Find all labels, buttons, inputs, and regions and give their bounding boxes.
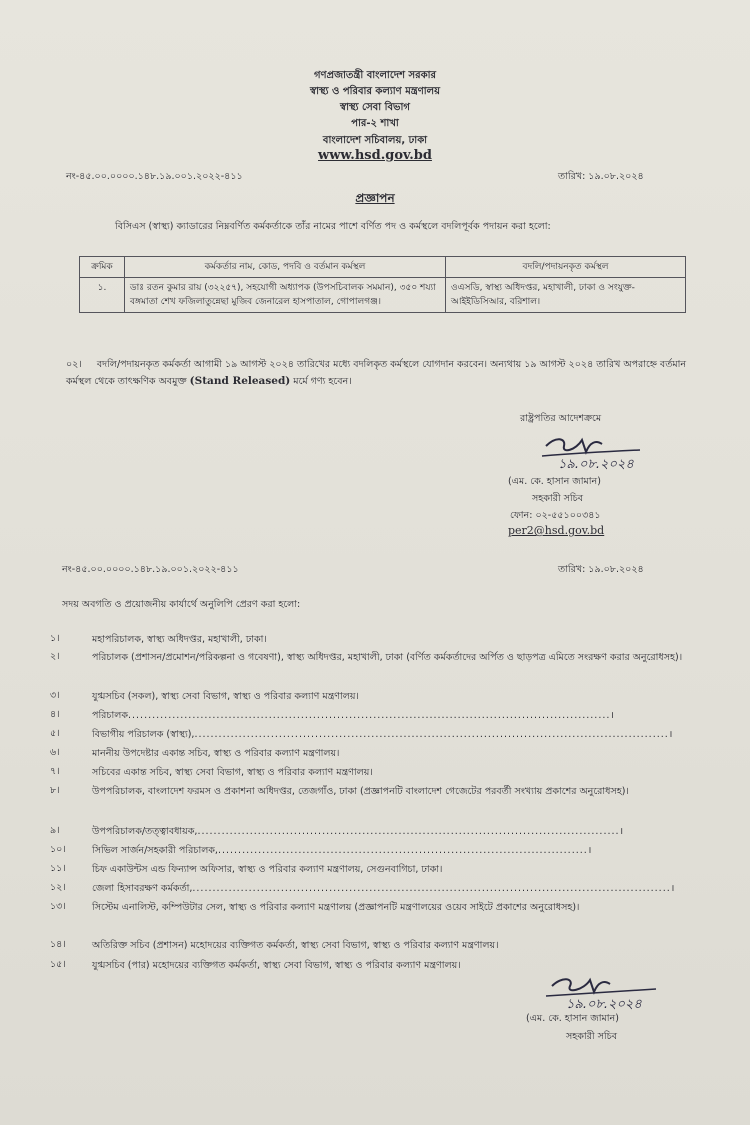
list-item: ২। পরিচালক (প্রশাসন/প্রমোশন/পরিকল্পনা ও গবেষণা), স্বাস্থ্য অধিদপ্তর, মহাখালী, ঢাকা (বর্ণিত কর্মকর্তাদের অর্পিত ও ছাড়পত্র এমিতে সংরক্ষণ করার অনুরোধসহ)। xyxy=(50,651,683,663)
memo-number: নং-৪৫.০০.০০০০.১৪৮.১৯.০০১.২০২২-৪১১ xyxy=(66,171,243,182)
signature-1 xyxy=(536,432,656,472)
paragraph-02 xyxy=(66,357,690,390)
signatory-name-2: (এম. কে. হাসান জামান) xyxy=(526,1013,619,1024)
table-cell-officer: ডাঃ রতন কুমার রায় (৩২২৫৭), সহযোগী অধ্যাপক (উপসচিবালক সমমান), ৩৫০ শয্যা বঙ্গমাতা শেখ ফজিলাতুন্নেছা মুজিব জেনারেল হাসপাতাল, গোপালগঞ্জ। xyxy=(125,278,446,313)
memo-date-2: তারিখ: ১৯.০৮.২০২৪ xyxy=(558,564,644,575)
signatory-email[interactable]: per2@hsd.gov.bd xyxy=(508,524,605,537)
list-item: ১৩। সিস্টেম এনালিস্ট, কম্পিউটার সেল, স্বাস্থ্য ও পরিবার কল্যাণ মন্ত্রণালয় (প্রজ্ঞাপনটি মন্ত্রণালয়ের ওয়েব সাইটে প্রকাশের অনুরোধসহ)। xyxy=(50,901,580,913)
paragraph-tail: মর্মে গণ্য হবেন। xyxy=(293,376,352,387)
memo-date: তারিখ: ১৯.০৮.২০২৪ xyxy=(558,171,644,182)
copy-intro: সদয় অবগতি ও প্রয়োজনীয় কার্যার্থে অনুলিপি প্রেরণ করা হলো: xyxy=(62,599,301,610)
posting-table xyxy=(79,256,686,313)
table-row xyxy=(80,278,686,313)
list-item: ৭। সচিবের একান্ত সচিব, স্বাস্থ্য সেবা বিভাগ, স্বাস্থ্য ও পরিবার কল্যাণ মন্ত্রণালয়। xyxy=(50,766,373,778)
list-item: ১৪। অতিরিক্ত সচিব (প্রশাসন) মহোদয়ের ব্যক্তিগত কর্মকর্তা, স্বাস্থ্য সেবা বিভাগ, স্বাস্থ্য ও পরিবার কল্যাণ মন্ত্রণালয়। xyxy=(50,939,499,951)
table-header-serial: ক্রমিক xyxy=(80,257,125,278)
list-item: ৮। উপপরিচালক, বাংলাদেশ ফরমস ও প্রকাশনা অধিদপ্তর, তেজগাঁও, ঢাকা (প্রজ্ঞাপনটি বাংলাদেশ গেজেটের পরবর্তী সংখ্যায় প্রকাশের অনুরোধসহ)। xyxy=(50,785,629,797)
paragraph-number: ০২। xyxy=(66,359,82,370)
signatory-designation-1: সহকারী সচিব xyxy=(532,493,584,504)
memo-number-2: নং-৪৫.০০.০০০০.১৪৮.১৯.০০১.২০২২-৪১১ xyxy=(62,564,239,575)
letterhead-ministry: স্বাস্থ্য ও পরিবার কল্যাণ মন্ত্রণালয় xyxy=(310,86,440,97)
list-item: ৪। পরিচালক........................................................................................................................। xyxy=(50,709,615,721)
list-item: ৩। যুগ্মসচিব (সকল), স্বাস্থ্য সেবা বিভাগ, স্বাস্থ্য ও পরিবার কল্যাণ মন্ত্রণালয়। xyxy=(50,690,359,702)
letterhead-address: বাংলাদেশ সচিবালয়, ঢাকা xyxy=(322,135,428,146)
table-header-officer: কর্মকর্তার নাম, কোড, পদবি ও বর্তমান কর্মস্থল xyxy=(125,257,446,278)
letterhead-government: গণপ্রজাতন্ত্রী বাংলাদেশ সরকার xyxy=(314,70,436,81)
signatory-phone: ফোন: ০২-৫৫১০০৩৪১ xyxy=(510,510,601,521)
intro-text: বিসিএস (স্বাস্থ্য) ক্যাডারের নিম্নবর্ণিত কর্মকর্তাকে তাঁর নামের পাশে বর্ণিত পদ ও কর্মস্থলে বদলিপূর্বক পদায়ন করা হলো: xyxy=(115,221,551,232)
table-header-posting: বদলি/পদায়নকৃত কর্মস্থল xyxy=(446,257,686,278)
signature-2 xyxy=(540,972,670,1012)
signature-2-date: ১৯.০৮.২০২৪ xyxy=(566,997,642,1012)
table-header-row xyxy=(80,257,686,278)
list-item: ৬। মাননীয় উপদেষ্টার একান্ত সচিব, স্বাস্থ্য ও পরিবার কল্যাণ মন্ত্রণালয়। xyxy=(50,747,340,759)
stand-released-text: (Stand Released) xyxy=(189,375,291,387)
order-line: রাষ্ট্রপতির আদেশক্রমে xyxy=(520,413,602,424)
signature-1-date: ১৯.০৮.২০২৪ xyxy=(558,457,634,472)
list-item: ৫। বিভাগীয় পরিচালক (স্বাস্থ্য),......................................................................................................................। xyxy=(50,728,674,740)
list-item: ১। মহাপরিচালক, স্বাস্থ্য অধিদপ্তর, মহাখালী, ঢাকা। xyxy=(50,633,267,645)
signatory-designation-2: সহকারী সচিব xyxy=(566,1031,618,1042)
table-cell-posting: ওএসডি, স্বাস্থ্য অধিদপ্তর, মহাখালী, ঢাকা ও সংযুক্ত-আইইডিসিআর, বরিশাল। xyxy=(446,278,686,313)
table-cell-serial: ১. xyxy=(80,278,125,313)
list-item: ৯। উপপরিচালক/তত্ত্বাবধায়ক,.........................................................................................................। xyxy=(50,825,625,837)
list-item: ১৫। যুগ্মসচিব (পার) মহোদয়ের ব্যক্তিগত কর্মকর্তা, স্বাস্থ্য সেবা বিভাগ, স্বাস্থ্য ও পরিবার কল্যাণ মন্ত্রণালয়। xyxy=(50,959,461,971)
letterhead-section: পার-২ শাখা xyxy=(351,118,399,129)
letterhead-website: www.hsd.gov.bd xyxy=(318,148,432,163)
paragraph-text: বদলি/পদায়নকৃত কর্মকর্তা আগামী ১৯ আগস্ট ২০২৪ তারিখের মধ্যে বদলিকৃত কর্মস্থলে যোগদান করবেন। অন্যথায় ১৯ আগস্ট ২০২৪ তারিখ অপরাহ্নে বর্তমান কর্মস্থল থেকে তাৎক্ষণিক অবমুক্ত xyxy=(66,359,687,387)
list-item: ১০। সিভিল সার্জন/সহকারী পরিচালক,............................................................................................। xyxy=(50,844,593,856)
list-item: ১১। চিফ একাউন্টস এন্ড ফিন্যান্স অফিসার, স্বাস্থ্য ও পরিবার কল্যাণ মন্ত্রণালয়, সেগুনবাগিচা, ঢাকা। xyxy=(50,863,443,875)
list-item: ১২। জেলা হিসাবরক্ষণ কর্মকর্তা,.......................................................................................................................। xyxy=(50,882,676,894)
letterhead-division: স্বাস্থ্য সেবা বিভাগ xyxy=(340,102,410,113)
document-title: প্রজ্ঞাপন xyxy=(355,191,395,205)
signatory-name-1: (এম. কে. হাসান জামান) xyxy=(508,476,601,487)
